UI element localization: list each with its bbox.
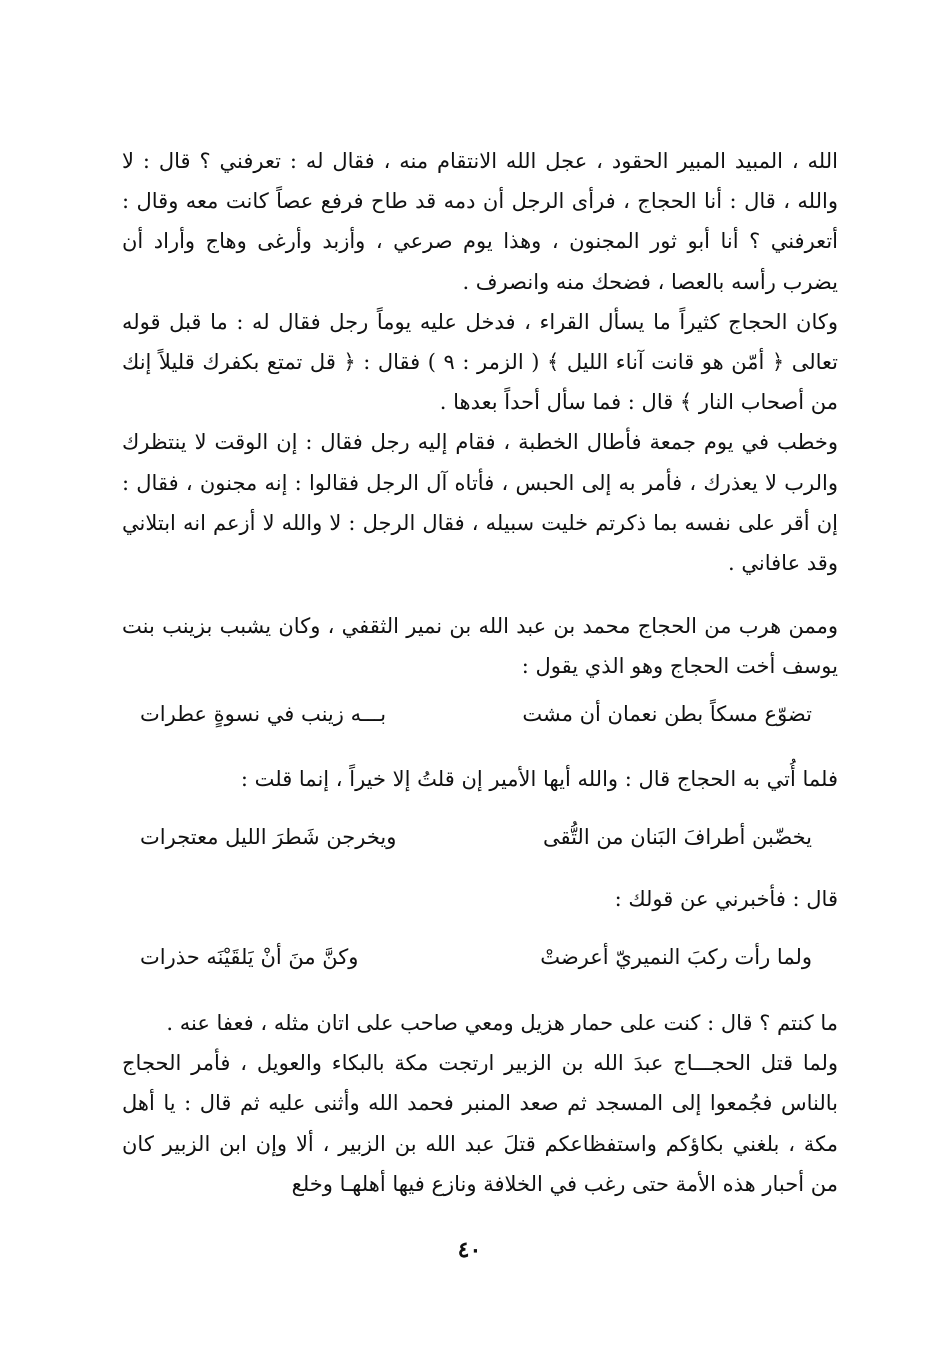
paragraph: وخطب في يوم جمعة فأطال الخطبة ، فقام إليه رجل فقال : إن الوقت لا ينتظرك والرب لا يعذرك ، فأمر به إلى الحبس ، فأتاه آل الرجل فقالوا : إنه مجنون ، فقال : إن أقر على نفسه بما ذكرتم خليت سبيله ، فقال الرجل : لا والله لا أزعم انه ابتلاني وقد عافاني . — [122, 430, 838, 576]
paragraph: وكان الحجاج كثيراً ما يسأل القراء ، فدخل عليه يوماً رجل فقال له : ما قبل قوله تعالى ﴿ أمّن هو قانت آناء الليل ﴾ ( الزمر : ٩ ) فقال : ﴿ قل تمتع بكفرك قليلاً إنك من أصحاب النار ﴾ قال : فما سأل أحداً بعدها . — [122, 309, 838, 415]
verse-second-hemistich: وكنَّ منَ أنْ يَلقَيْنَه حذرات — [140, 945, 359, 969]
verse-first-hemistich: يخضّبن أطرافَ البَنان من التُّقى — [542, 825, 812, 849]
poem-verse — [140, 820, 812, 854]
verse-second-hemistich: ويخرجن شَطرَ الليل معتجرات — [140, 825, 397, 849]
page-number: ٤٠ — [457, 1237, 482, 1263]
poem-verse — [140, 940, 812, 974]
body-text-top — [122, 141, 838, 583]
paragraph: ولما قتل الحجـــاج عبدَ الله بن الزبير ارتجت مكة بالبكاء والعويل ، فأمر الحجاج بالناس فجُمعوا إلى المسجد ثم صعد المنبر فحمد الله وأثنى عليه ثم قال : يا أهل مكة ، بلغني بكاؤكم واستفظاعكم قتلَ عبد الله بن الزبير ، ألا وإن ابن الزبير كان من أحبار هذه الأمة حتى رغب في الخلافة ونازع فيها أهلهـا وخلع — [122, 1051, 838, 1196]
verse-second-hemistich: بـــه زينب في نسوةٍ عطرات — [140, 702, 387, 726]
body-text-before-verse — [122, 606, 838, 686]
paragraph: وممن هرب من الحجاج محمد بن عبد الله بن نمير الثقفي ، وكان يشبب بزينب بنت يوسف أخت الحجاج وهو الذي يقول : — [122, 614, 839, 679]
verse-first-hemistich: تضوّع مسكاً بطن نعمان أن مشت — [522, 702, 812, 726]
prose-line: فلما أُتي به الحجاج قال : والله أيها الأمير إن قلتُ إلا خيراً ، إنما قلت : — [240, 767, 838, 791]
verse-first-hemistich: ولما رأت ركبَ النميريّ أعرضتْ — [540, 945, 812, 969]
paragraph: ما كنتم ؟ قال : كنت على حمار هزيل ومعي صاحب على اتان مثله ، فعفا عنه . — [166, 1011, 838, 1035]
prose-line: قال : فأخبرني عن قولك : — [614, 887, 838, 911]
paragraph: الله ، المبيد المبير الحقود ، عجل الله الانتقام منه ، فقال له : تعرفني ؟ قال : لا والله ، قال : أنا الحجاج ، فرأى الرجل أن دمه قد طاح فرفع عصاً كانت معه وقال : أتعرفني ؟ أنا أبو ثور المجنون ، وهذا يوم صرعي ، وأزبد وأرغى وهاج وأراد أن يضرب رأسه بالعصا ، فضحك منه وانصرف . — [122, 149, 838, 294]
body-text-bottom — [122, 1003, 838, 1204]
poem-verse — [140, 697, 812, 731]
